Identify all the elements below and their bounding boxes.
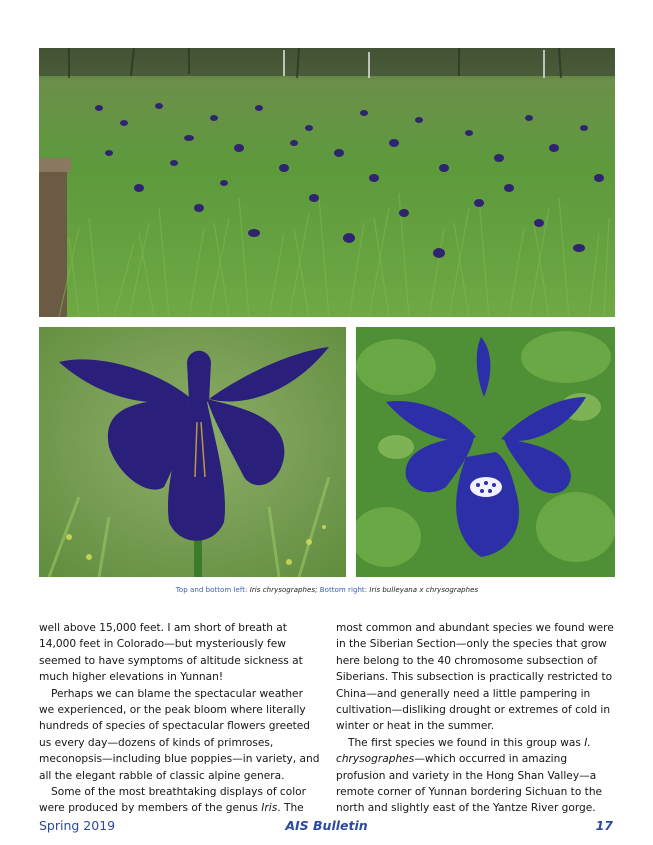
right-text-column bbox=[336, 620, 618, 817]
iris-hybrid-image bbox=[356, 327, 615, 577]
right-paragraph-1: most common and abundant species we found were in the Siberian Section—only the species that grow here belong to the 40 chromosome subsection of Siberians. This subsection is practically restricted to China—and generally need a little pampering in cultivation—disliking drought or extremes of cold in winter or heat in the summer. bbox=[336, 622, 614, 733]
iris-field-image bbox=[39, 48, 615, 317]
caption-label-bottom-right: Bottom right: bbox=[319, 586, 370, 594]
figure-caption bbox=[39, 586, 615, 594]
left-text-column bbox=[39, 620, 321, 817]
caption-label-top-bottom-left: Top and bottom left: bbox=[175, 586, 250, 594]
right-paragraph-2-species: I. chrysographes bbox=[336, 736, 591, 766]
footer-page-number: 17 bbox=[595, 818, 613, 833]
right-paragraph-2-text-a: The first species we found in this group was bbox=[348, 736, 585, 749]
iris-field-photo bbox=[39, 48, 615, 317]
right-paragraph-2 bbox=[336, 735, 618, 817]
left-paragraph-3 bbox=[39, 784, 321, 817]
iris-chrysographes-image bbox=[39, 327, 346, 577]
iris-chrysographes-photo bbox=[39, 327, 346, 577]
iris-hybrid-photo bbox=[356, 327, 615, 577]
caption-species-1: Iris chrysographes; bbox=[249, 586, 320, 594]
right-paragraph-2-text-b: —which occurred in amazing profusion and variety in the Hong Shan Valley—a remote corner of Yunnan bordering Sichuan to the north and slightly east of the Yantze River gorge. bbox=[336, 753, 603, 815]
left-paragraph-3-text-b: . The bbox=[277, 802, 304, 815]
left-paragraph-1: well above 15,000 feet. I am short of breath at 14,000 feet in Colorado—but mysteriously few seemed to have symptoms of altitude sickness at much higher elevations in Yunnan! bbox=[39, 622, 303, 684]
footer-publication-title: AIS Bulletin bbox=[285, 818, 368, 833]
left-paragraph-2: Perhaps we can blame the spectacular weather we experienced, or the peak bloom where literally hundreds of species of spectacular flowers greeted us every day—dozens of kinds of primroses, meconopsis—including blue poppies—in variety, and all the elegant rabble of classic alpine genera. bbox=[39, 687, 320, 782]
footer-issue-date: Spring 2019 bbox=[39, 818, 116, 833]
left-paragraph-3-text-a: Some of the most breathtaking displays of color were produced by members of the genus bbox=[39, 786, 307, 815]
left-paragraph-3-genus: Iris bbox=[261, 802, 278, 815]
caption-species-2: Iris bulleyana x chrysographes bbox=[369, 586, 479, 594]
